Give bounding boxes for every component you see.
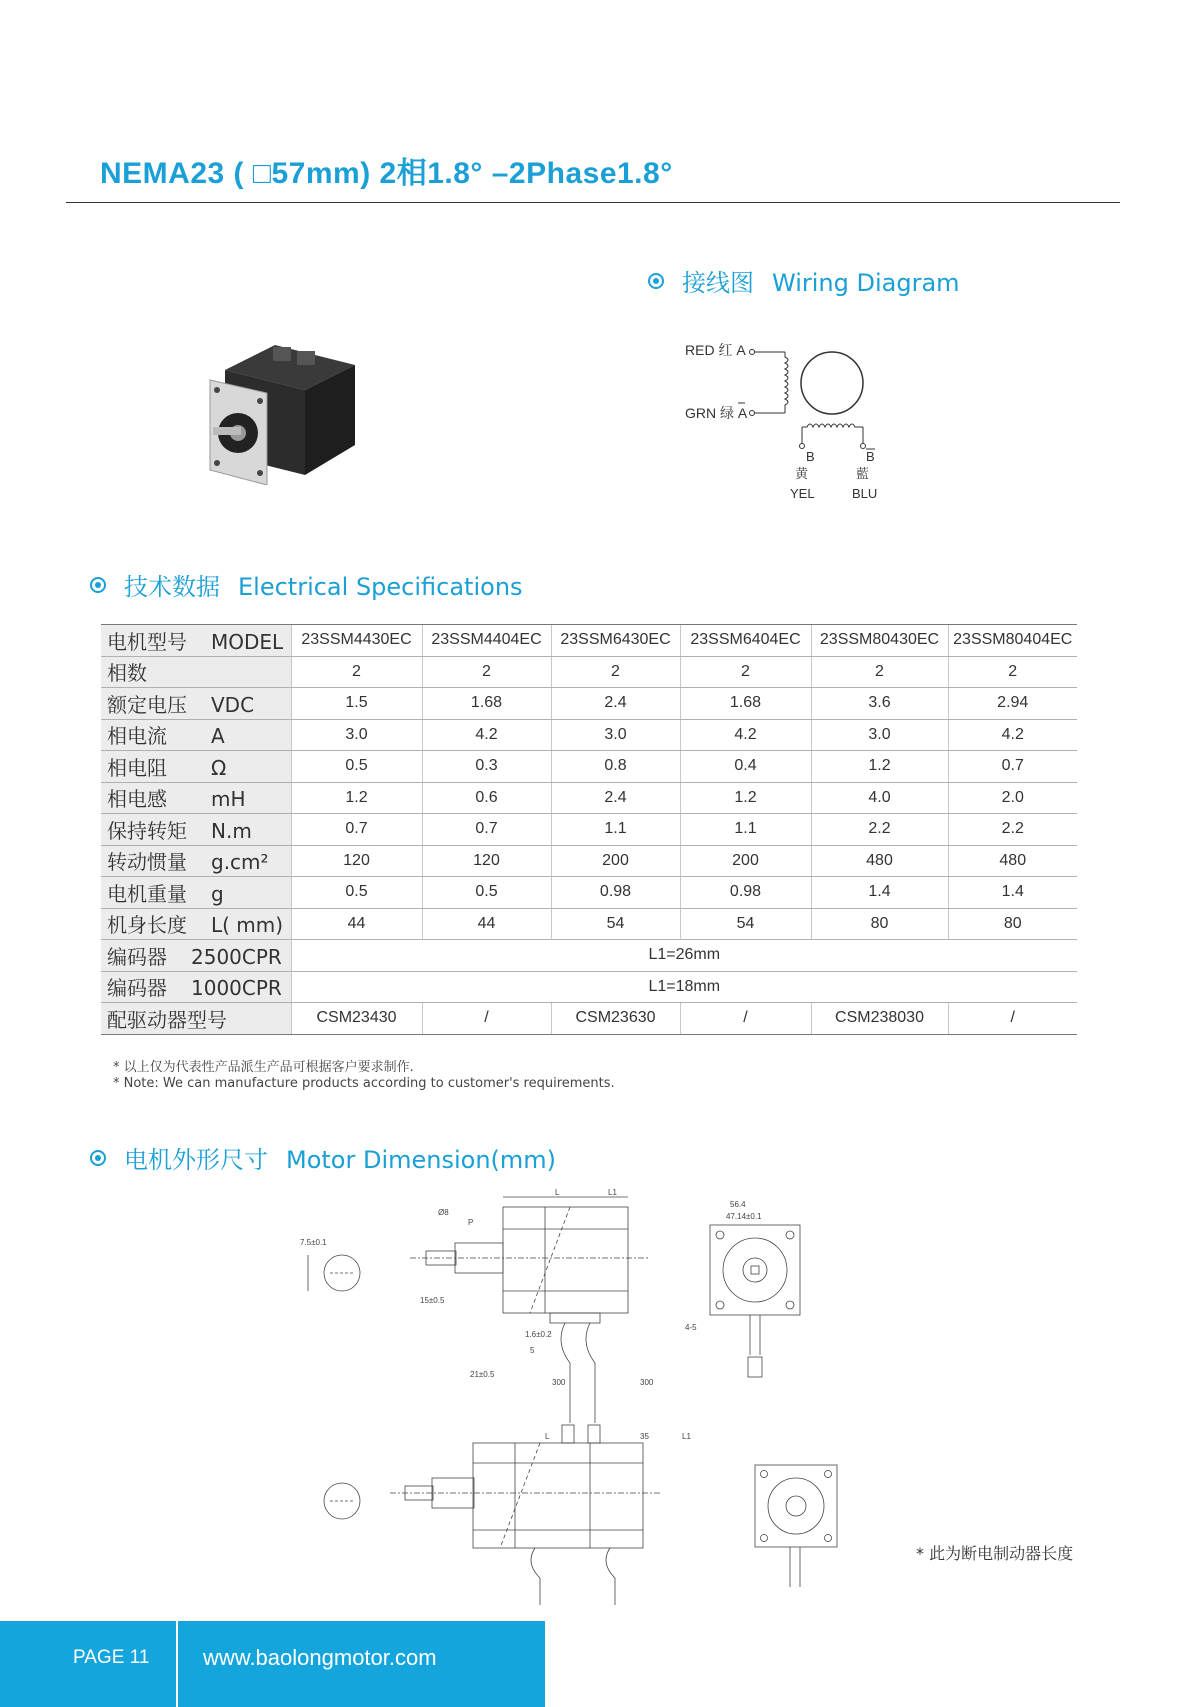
label-unit: Ω	[211, 755, 227, 780]
label-cn: 相电感	[107, 787, 167, 812]
spec-notes	[113, 1060, 615, 1092]
label-unit: VDC	[211, 692, 255, 717]
wiring-blu-cn: 藍	[856, 466, 870, 481]
table-cell: 0.5	[422, 877, 551, 909]
table-cell: 4.2	[422, 719, 551, 751]
table-cell: 2.2	[811, 814, 948, 846]
table-cell: 0.6	[422, 782, 551, 814]
table-cell: 2	[551, 656, 680, 688]
table-label	[101, 877, 291, 909]
label-unit: g.cm²	[211, 850, 269, 875]
table-cell: L1=18mm	[291, 971, 1077, 1003]
table-label	[101, 908, 291, 940]
wiring-heading-en: Wiring Diagram	[772, 269, 960, 297]
wiring-b-right: B	[866, 449, 875, 464]
table-cell: 2.4	[551, 782, 680, 814]
table-label	[101, 845, 291, 877]
table-cell: 1.1	[551, 814, 680, 846]
dim-top-300a: 300	[552, 1378, 566, 1387]
dimension-heading	[90, 1140, 556, 1175]
table-cell: 1.2	[291, 782, 422, 814]
table-cell: 0.4	[680, 751, 811, 783]
table-cell: 480	[948, 845, 1077, 877]
table-cell: 1.2	[680, 782, 811, 814]
dim-bot-35: 35	[640, 1432, 649, 1441]
dim-top-21: 21±0.5	[470, 1370, 495, 1379]
table-row	[101, 751, 1077, 783]
table-cell: 0.5	[291, 751, 422, 783]
label-cn: 相数	[107, 661, 147, 686]
specs-heading-en: Electrical Specifications	[238, 573, 523, 601]
table-cell: 44	[291, 908, 422, 940]
label-unit: 2500CPR	[191, 944, 282, 969]
table-row	[101, 814, 1077, 846]
wiring-yel: YEL	[790, 486, 815, 501]
table-cell: 54	[551, 908, 680, 940]
table-label	[101, 751, 291, 783]
table-cell: 2.0	[948, 782, 1077, 814]
table-label	[101, 940, 291, 972]
table-cell: 3.6	[811, 688, 948, 720]
website-link[interactable]: www.baolongmotor.com	[203, 1645, 437, 1670]
dim-top-L1: L1	[608, 1188, 617, 1197]
note-cn: * 以上仅为代表性产品派生产品可根据客户要求制作.	[113, 1060, 414, 1075]
wiring-red-label: RED 红 A	[685, 342, 746, 358]
label-cn: 机身长度	[107, 913, 187, 938]
table-cell: /	[680, 1003, 811, 1035]
table-cell: /	[948, 1003, 1077, 1035]
label-cn: 编码器	[107, 976, 167, 1001]
dim-top-5: 5	[530, 1346, 535, 1355]
table-cell: CSM238030	[811, 1003, 948, 1035]
label-unit: mH	[211, 787, 246, 812]
dimension-drawing	[290, 1185, 890, 1605]
table-cell: 2	[422, 656, 551, 688]
spec-table	[101, 624, 1077, 1035]
label-unit: L( mm)	[211, 913, 284, 938]
footer-divider	[176, 1621, 178, 1707]
table-cell: 1.68	[422, 688, 551, 720]
dim-top-564: 56.4	[730, 1200, 746, 1209]
table-cell: 0.3	[422, 751, 551, 783]
table-cell: 2	[291, 656, 422, 688]
label-cn: 保持转矩	[107, 818, 187, 843]
label-unit: N.m	[211, 818, 252, 843]
table-cell: 0.5	[291, 877, 422, 909]
table-cell: 0.7	[948, 751, 1077, 783]
table-cell: 120	[422, 845, 551, 877]
dim-top-15: 15±0.5	[420, 1296, 445, 1305]
table-cell: 2	[811, 656, 948, 688]
table-cell: 1.4	[948, 877, 1077, 909]
table-cell: 3.0	[811, 719, 948, 751]
table-cell: 80	[948, 908, 1077, 940]
page-title: NEMA23 ( □57mm) 2相1.8° –2Phase1.8°	[100, 157, 673, 190]
table-cell: 23SSM6430EC	[551, 625, 680, 657]
dim-top-75: 7.5±0.1	[300, 1238, 327, 1247]
motor-photo	[205, 345, 365, 485]
specs-heading	[90, 567, 523, 602]
table-cell: 120	[291, 845, 422, 877]
specs-heading-cn: 技术数据	[124, 573, 220, 601]
label-cn: 相电流	[107, 724, 167, 749]
wiring-yel-cn: 黄	[795, 466, 809, 481]
table-cell: 200	[551, 845, 680, 877]
wiring-blu: BLU	[852, 486, 878, 501]
table-cell: 23SSM4430EC	[291, 625, 422, 657]
table-cell: 3.0	[291, 719, 422, 751]
note-en: * Note: We can manufacture products according to customer's requirements.	[113, 1076, 615, 1091]
table-row-encoder	[101, 971, 1077, 1003]
table-label	[101, 719, 291, 751]
table-row	[101, 877, 1077, 909]
dim-top-L: L	[555, 1188, 560, 1197]
dimension-heading-en: Motor Dimension(mm)	[286, 1146, 557, 1174]
table-cell: 1.1	[680, 814, 811, 846]
brake-note: * 此为断电制动器长度	[916, 1544, 1074, 1563]
table-label: 配驱动器型号	[101, 1003, 291, 1035]
table-row	[101, 719, 1077, 751]
label-cn: 电机重量	[107, 881, 187, 906]
table-row	[101, 688, 1077, 720]
table-cell: 0.7	[422, 814, 551, 846]
table-cell: 0.8	[551, 751, 680, 783]
table-cell: 3.0	[551, 719, 680, 751]
dim-bot-L1: L1	[682, 1432, 691, 1441]
table-label	[101, 688, 291, 720]
table-cell: 23SSM80430EC	[811, 625, 948, 657]
table-cell: 1.2	[811, 751, 948, 783]
table-row	[101, 782, 1077, 814]
dim-top-4714: 47.14±0.1	[726, 1212, 762, 1221]
table-cell: 1.5	[291, 688, 422, 720]
table-cell: 54	[680, 908, 811, 940]
label-cn: 电机型号	[107, 629, 187, 654]
table-cell: 200	[680, 845, 811, 877]
label-unit: 1000CPR	[191, 976, 282, 1001]
table-cell: 0.98	[551, 877, 680, 909]
table-cell: 4.2	[680, 719, 811, 751]
table-cell: 2.94	[948, 688, 1077, 720]
title-divider	[66, 202, 1120, 203]
table-cell: 44	[422, 908, 551, 940]
table-cell: 23SSM6404EC	[680, 625, 811, 657]
table-row	[101, 908, 1077, 940]
wiring-grn-label: GRN 绿 A	[685, 405, 748, 421]
table-cell: 1.4	[811, 877, 948, 909]
table-row	[101, 845, 1077, 877]
table-cell: 2	[680, 656, 811, 688]
label-cn: 转动惯量	[107, 850, 187, 875]
section-bullet-icon	[648, 273, 664, 289]
table-label	[101, 971, 291, 1003]
table-cell: 80	[811, 908, 948, 940]
table-cell: 23SSM4404EC	[422, 625, 551, 657]
label-unit: A	[211, 724, 225, 749]
wiring-diagram	[680, 335, 890, 510]
table-row	[101, 656, 1077, 688]
dim-bot-L: L	[545, 1432, 550, 1441]
wiring-b-left: B	[806, 449, 815, 464]
table-cell: 23SSM80404EC	[948, 625, 1077, 657]
table-cell: 2.4	[551, 688, 680, 720]
dim-top-16: 1.6±0.2	[525, 1330, 552, 1339]
table-cell: CSM23630	[551, 1003, 680, 1035]
table-cell: /	[422, 1003, 551, 1035]
dim-top-300b: 300	[640, 1378, 654, 1387]
label-cn: 编码器	[107, 944, 167, 969]
table-label	[101, 656, 291, 688]
label-unit: g	[211, 881, 224, 906]
wiring-heading	[648, 263, 960, 298]
dim-top-P: P	[468, 1218, 474, 1227]
dim-top-45: 4-5	[685, 1323, 697, 1332]
section-bullet-icon	[90, 577, 106, 593]
table-cell: 0.98	[680, 877, 811, 909]
table-row-driver	[101, 1003, 1077, 1035]
table-cell: 4.2	[948, 719, 1077, 751]
table-cell: 0.7	[291, 814, 422, 846]
page-number: PAGE 11	[73, 1647, 150, 1668]
table-cell: 2	[948, 656, 1077, 688]
table-cell: L1=26mm	[291, 940, 1077, 972]
label-unit: MODEL	[211, 629, 284, 654]
table-cell: 4.0	[811, 782, 948, 814]
table-cell: 2.2	[948, 814, 1077, 846]
table-label	[101, 782, 291, 814]
table-row-encoder	[101, 940, 1077, 972]
label-cn: 额定电压	[107, 692, 187, 717]
dim-top-shaft: Ø8	[438, 1208, 449, 1217]
table-cell: 480	[811, 845, 948, 877]
section-bullet-icon	[90, 1150, 106, 1166]
table-cell: CSM23430	[291, 1003, 422, 1035]
table-label	[101, 625, 291, 657]
table-row-model	[101, 625, 1077, 657]
label-cn: 相电阻	[107, 755, 167, 780]
table-label	[101, 814, 291, 846]
wiring-heading-cn: 接线图	[682, 269, 754, 297]
table-cell: 1.68	[680, 688, 811, 720]
dimension-heading-cn: 电机外形尺寸	[124, 1146, 268, 1174]
